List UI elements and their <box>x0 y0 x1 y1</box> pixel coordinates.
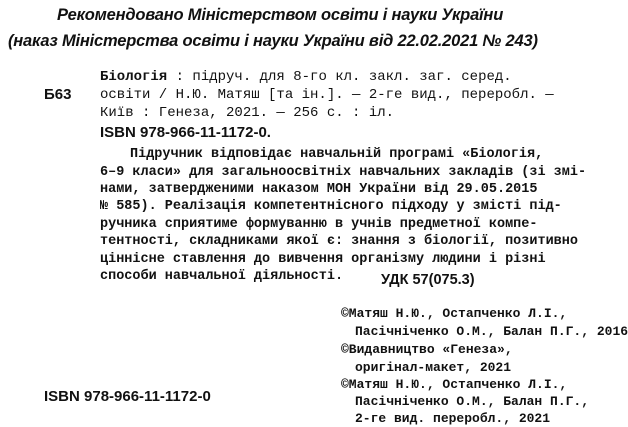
abstract-line: нами, затвердженими наказом МОН України від 29.05.2015 <box>100 182 538 197</box>
abstract-line: Підручник відповідає навчальній програмі «Біологія, <box>130 147 544 162</box>
recommendation-line-1: Рекомендовано Міністерством освіти і науки України <box>57 6 504 24</box>
copyright-line: 2-ге вид. переробл., 2021 <box>355 411 551 426</box>
abstract-line: тентності, складниками якої є: знання з біології, позитивно <box>100 234 578 249</box>
copyright-line: Пасічніченко О.М., Балан П.Г., 2016 <box>355 324 628 339</box>
book-title: Біологія <box>100 69 168 85</box>
copyright-line: Пасічніченко О.М., Балан П.Г., <box>355 394 590 409</box>
bibliography-line-2: освіти / Н.Ю. Матяш [та ін.]. — 2-ге вид., переробл. — <box>100 87 554 103</box>
bibliography-line-1-rest: : підруч. для 8-го кл. закл. заг. серед. <box>167 69 512 85</box>
abstract-line: способи навчальної діяльності. <box>100 269 344 284</box>
abstract-line: № 585). Реалізація компетентнісного підходу у змісті під- <box>100 199 562 214</box>
recommendation-line-2: (наказ Міністерства освіти і науки України від 22.02.2021 № 243) <box>8 32 538 50</box>
abstract-line: ручника сприятиме формуванню в учнів предметної компе- <box>100 217 538 232</box>
isbn-top: ISBN 978-966-11-1172-0. <box>100 124 271 141</box>
isbn-bottom: ISBN 978-966-11-1172-0 <box>44 388 211 405</box>
bibliography-line-1 <box>100 68 512 86</box>
copyright-line: оригінал-макет, 2021 <box>355 360 512 375</box>
bibliography-line-3: Київ : Генеза, 2021. — 256 с. : іл. <box>100 105 395 121</box>
copyright-line: ©Видавництво «Генеза», <box>341 342 513 357</box>
abstract-line: ціннісне ставлення до вивчення організму людини і різні <box>100 252 546 267</box>
abstract-line: 6–9 класи» для загальноосвітніх навчальних закладів (зі змі- <box>100 165 587 180</box>
udk-code: УДК 57(075.3) <box>381 272 475 288</box>
library-index: Б63 <box>44 86 72 103</box>
copyright-line: ©Матяш Н.Ю., Остапченко Л.І., <box>341 306 568 321</box>
copyright-line: ©Матяш Н.Ю., Остапченко Л.І., <box>341 377 568 392</box>
